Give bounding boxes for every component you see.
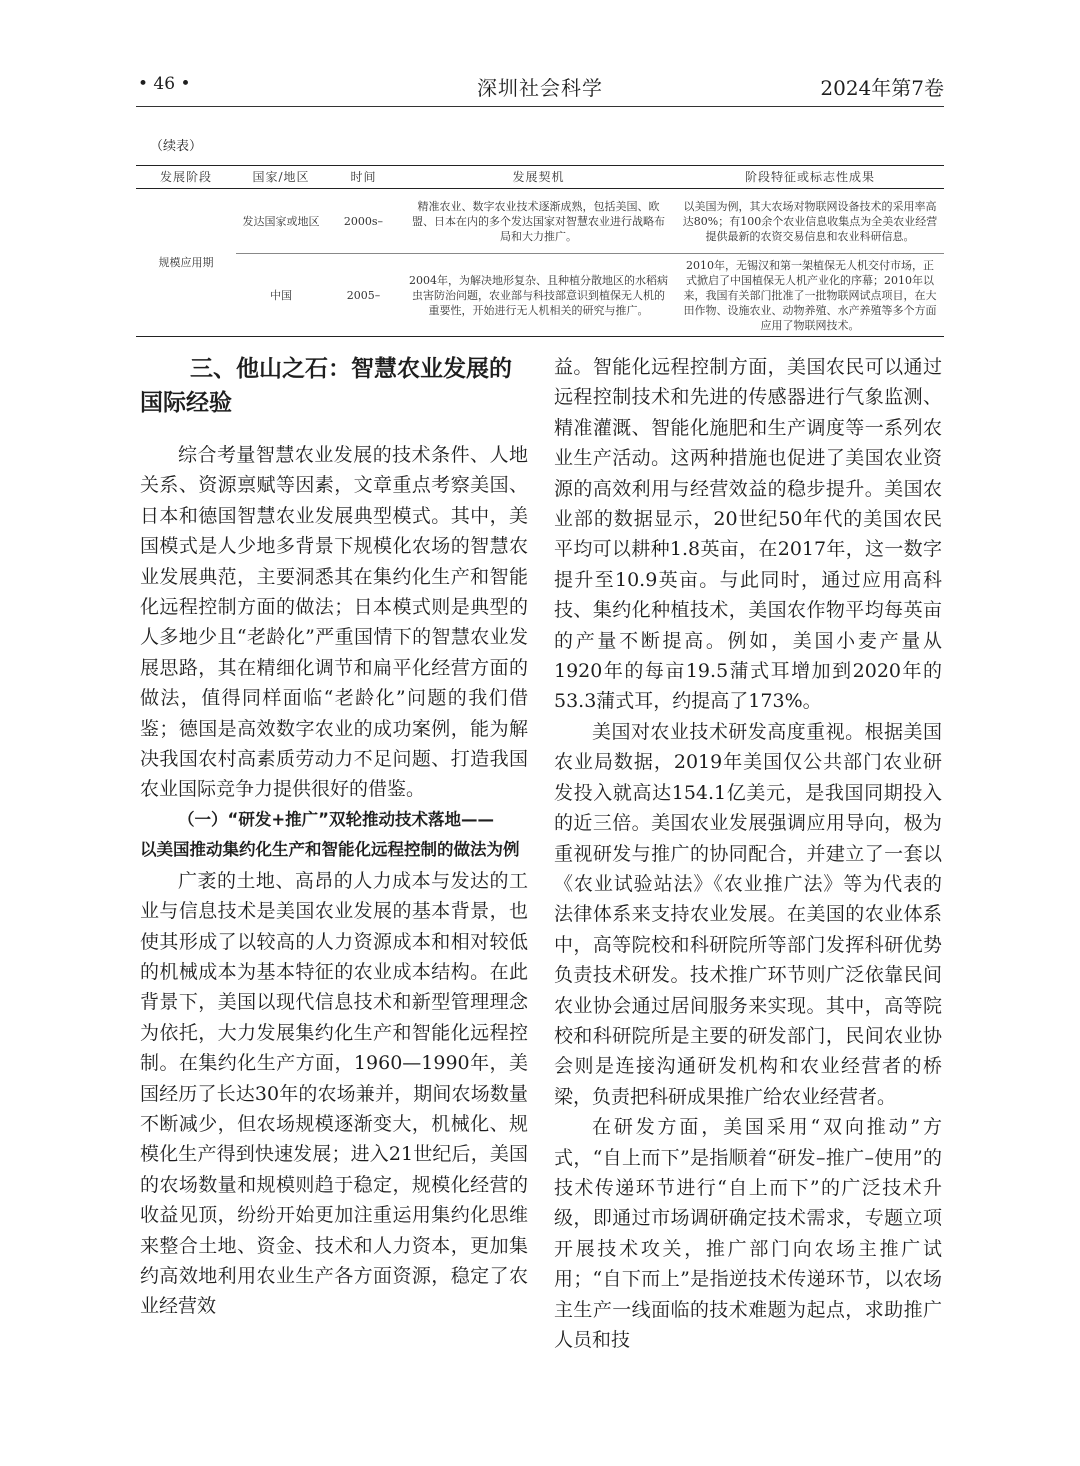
region-cell: 中国 [236,254,326,337]
journal-volume: 2024年第7卷 [820,76,944,100]
time-cell: 2005– [326,254,401,337]
table-header-cell: 阶段特征或标志性成果 [676,166,944,189]
table-header-cell: 发展契机 [401,166,676,189]
table-row [136,189,944,254]
left-column [140,352,528,1322]
table-header-cell: 国家/地区 [236,166,326,189]
stage-cell: 规模应用期 [136,189,236,337]
subsection-heading-rest: 以美国推动集约化生产和智能化远程控制的做法为例 [140,840,520,860]
opportunity-cell: 2004年，为解决地形复杂、且种植分散地区的水稻病虫害防治问题，农业部与科技部意识到植保无人机的重要性，开始进行无人机相关的研究与推广。 [401,254,676,337]
body-paragraph-continued: 益。智能化远程控制方面，美国农民可以通过远程控制技术和先进的传感器进行气象监测、精准灌溉、智能化施肥和生产调度等一系列农业生产活动。这两种措施也促进了美国农业资源的高效利用与经营效益的稳步提升。美国农业部的数据显示，20世纪50年代的美国农民平均可以耕种1.8英亩，在2017年，这一数字提升至10.9英亩。与此同时，通过应用高科技、集约化种植技术，美国农作物平均每英亩的产量不断提高。例如，美国小麦产量从1920年的每亩19.5蒲式耳增加到2020年的53.3蒲式耳，约提高了173%。 [554,356,942,713]
outcome-cell: 以美国为例，其大农场对物联网设备技术的采用率高达80%；有100余个农业信息收集点为全美农业经营提供最新的农资交易信息和农业科研信息。 [676,189,944,254]
region-cell: 发达国家或地区 [236,189,326,254]
page-number: • 46 • [138,74,191,94]
section-heading [140,352,528,420]
table-header-cell: 发展阶段 [136,166,236,189]
running-header [136,70,944,107]
section-heading-line2: 国际经验 [140,390,232,416]
table-header-cell: 时间 [326,166,401,189]
body-paragraph: 美国对农业技术研发高度重视。根据美国农业局数据，2019年美国仅公共部门农业研发投入就高达154.1亿美元，是我国同期投入的近三倍。美国农业发展强调应用导向，极为重视研发与推广的协同配合，并建立了一套以《农业试验站法》《农业推广法》等为代表的法律体系来支持农业发展。在美国的农业体系中，高等院校和科研院所等部门发挥科研优势负责技术研发。技术推广环节则广泛依靠民间农业协会通过居间服务来实现。其中，高等院校和科研院所是主要的研发部门，民间农业协会则是连接沟通研发机构和农业经营者的桥梁，负责把科研成果推广给农业经营者。 [554,720,942,1108]
right-column [554,352,942,1355]
table-header-row [136,166,944,189]
time-cell: 2000s– [326,189,401,254]
subsection-heading-line1: （一）“研发+推广”双轮推动技术落地—— [178,809,495,829]
subsection-heading [140,805,528,866]
opportunity-cell: 精准农业、数字农业技术逐渐成熟，包括美国、欧盟、日本在内的多个发达国家对智慧农业进行战略布局和大力推广。 [401,189,676,254]
intro-paragraph: 综合考量智慧农业发展的技术条件、人地关系、资源禀赋等因素，文章重点考察美国、日本和德国智慧农业发展典型模式。其中，美国模式是人少地多背景下规模化农场的智慧农业发展典范，主要洞悉其在集约化生产和智能化远程控制方面的做法；日本模式则是典型的人多地少且“老龄化”严重国情下的智慧农业发展思路，其在精细化调节和扁平化经营方面的做法，值得同样面临“老龄化”问题的我们借鉴；德国是高效数字农业的成功案例，能为解决我国农村高素质劳动力不足问题、打造我国农业国际竞争力提供很好的借鉴。 [140,444,528,801]
section-heading-line1: 三、他山之石：智慧农业发展的 [190,356,512,382]
body-paragraph: 在研发方面，美国采用“双向推动”方式，“自上而下”是指顺着“研发–推广–使用”的技术传递环节进行“自上而下”的广泛技术升级，即通过市场调研确定技术需求，专题立项开展技术攻关，推广部门向农场主推广试用；“自下而上”是指逆技术传递环节，以农场主生产一线面临的技术难题为起点，求助推广人员和技 [554,1116,942,1351]
development-stage-table [136,165,944,337]
table-continued-label: （续表） [150,139,203,154]
body-paragraph: 广袤的土地、高昂的人力成本与发达的工业与信息技术是美国农业发展的基本背景，也使其形成了以较高的人力资源成本和相对较低的机械成本为基本特征的农业成本结构。在此背景下，美国以现代信息技术和新型管理理念为依托，大力发展集约化生产和智能化远程控制。在集约化生产方面，1960—1990年，美国经历了长达30年的农场兼并，期间农场数量不断减少，但农场规模逐渐变大，机械化、规模化生产得到快速发展；进入21世纪后，美国的农场数量和规模则趋于稳定，规模化经营的收益见顶，纷纷开始更加注重运用集约化思维来整合土地、资金、技术和人力资本，更加集约高效地利用农业生产各方面资源，稳定了农业经营效 [140,869,528,1318]
table-row [136,254,944,337]
outcome-cell: 2010年，无锡汉和第一架植保无人机交付市场，正式掀启了中国植保无人机产业化的序幕；2010年以来，我国有关部门批准了一批物联网试点项目，在大田作物、设施农业、动物养殖、水产养殖等多个方面应用了物联网技术。 [676,254,944,337]
journal-title: 深圳社会科学 [477,76,603,100]
